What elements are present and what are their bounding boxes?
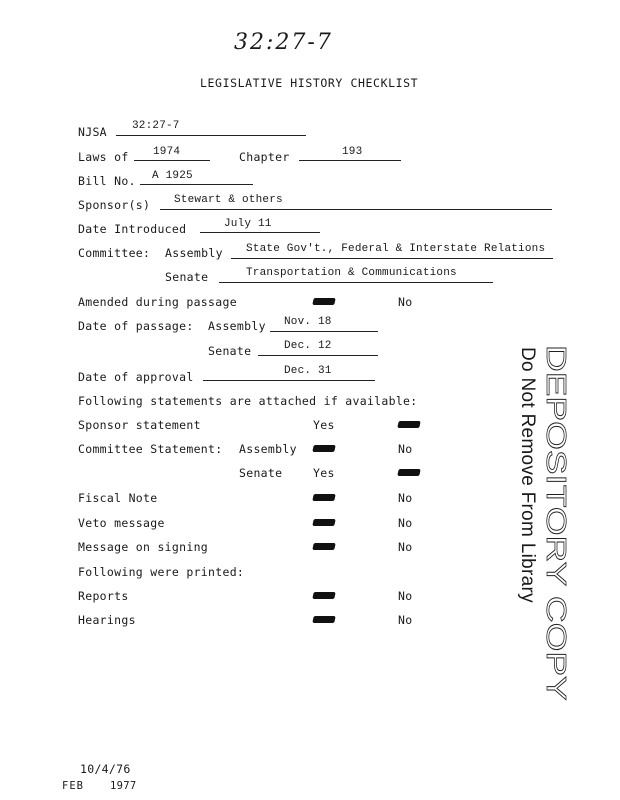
veto-message-label: Veto message [78,516,165,530]
committee-statement-senate-label: Senate [239,466,283,480]
footer-stamp-year: 1977 [110,780,137,792]
date-introduced-underline [200,232,320,233]
laws-of-value: 1974 [153,146,181,158]
chapter-underline [299,160,401,161]
chapter-value: 193 [342,146,363,158]
sponsor-statement-no-struck [397,421,420,428]
njsa-underline [116,135,306,136]
sponsor-statement-label: Sponsor statement [78,418,201,432]
fiscal-note-no: No [398,491,413,505]
amended-label: Amended during passage [78,295,237,309]
footer-date: 10/4/76 [80,762,131,776]
amended-no: No [398,295,413,309]
hearings-yes-struck [312,616,335,623]
passage-senate-underline [258,355,378,356]
amended-yes-struck [312,298,335,305]
committee-senate-label: Senate [165,270,209,284]
committee-senate-underline [219,282,493,283]
laws-of-label: Laws of [78,150,129,164]
committee-assembly-yes-struck [312,445,335,452]
date-of-approval-label: Date of approval [78,370,194,384]
passage-senate-label: Senate [208,344,252,358]
chapter-label: Chapter [239,150,290,164]
page-title: LEGISLATIVE HISTORY CHECKLIST [200,76,419,90]
message-on-signing-no: No [398,540,413,554]
stamp-depository-copy: DEPOSITORY COPY [540,345,572,701]
laws-of-underline [134,160,210,161]
committee-senate-value: Transportation & Communications [246,267,457,279]
njsa-label: NJSA [78,125,107,139]
bill-no-value: A 1925 [152,170,193,182]
veto-message-yes-struck [312,519,335,526]
fiscal-note-yes-struck [312,494,335,501]
hearings-label: Hearings [78,613,136,627]
committee-statement-assembly-label: Assembly [239,442,297,456]
committee-senate-yes: Yes [313,466,335,480]
committee-assembly-no: No [398,442,413,456]
sponsors-underline [160,209,552,210]
date-of-passage-label: Date of passage: [78,319,194,333]
committee-label: Committee: [78,246,151,260]
passage-assembly-label: Assembly [208,319,266,333]
veto-message-no: No [398,516,413,530]
committee-assembly-underline [231,258,553,259]
statements-heading: Following statements are attached if available: [78,394,418,408]
njsa-value: 32:27-7 [132,120,180,132]
date-introduced-label: Date Introduced [78,222,187,236]
date-of-approval-underline [203,380,375,381]
committee-senate-no-struck [397,469,420,476]
fiscal-note-label: Fiscal Note [78,491,158,505]
reports-yes-struck [312,592,335,599]
sponsors-label: Sponsor(s) [78,198,151,212]
bill-no-label: Bill No. [78,174,136,188]
passage-assembly-value: Nov. 18 [284,316,332,328]
handwritten-number: 32:27-7 [234,30,333,55]
reports-label: Reports [78,589,129,603]
message-on-signing-label: Message on signing [78,540,209,554]
bill-no-underline [140,184,253,185]
passage-assembly-underline [270,331,378,332]
committee-assembly-value: State Gov't., Federal & Interstate Relations [246,243,546,255]
stamp-do-not-remove: Do Not Remove From Library [517,347,538,603]
passage-senate-value: Dec. 12 [284,340,332,352]
date-introduced-value: July 11 [224,218,272,230]
message-on-signing-yes-struck [312,543,335,550]
footer-stamp-month: FEB [62,780,84,792]
depository-stamp [470,345,610,701]
printed-heading: Following were printed: [78,565,245,579]
date-of-approval-value: Dec. 31 [284,365,332,377]
sponsor-statement-yes: Yes [313,418,335,432]
hearings-no: No [398,613,413,627]
committee-statement-label: Committee Statement: [78,442,223,456]
reports-no: No [398,589,413,603]
committee-assembly-label: Assembly [165,246,223,260]
sponsors-value: Stewart & others [174,194,283,206]
